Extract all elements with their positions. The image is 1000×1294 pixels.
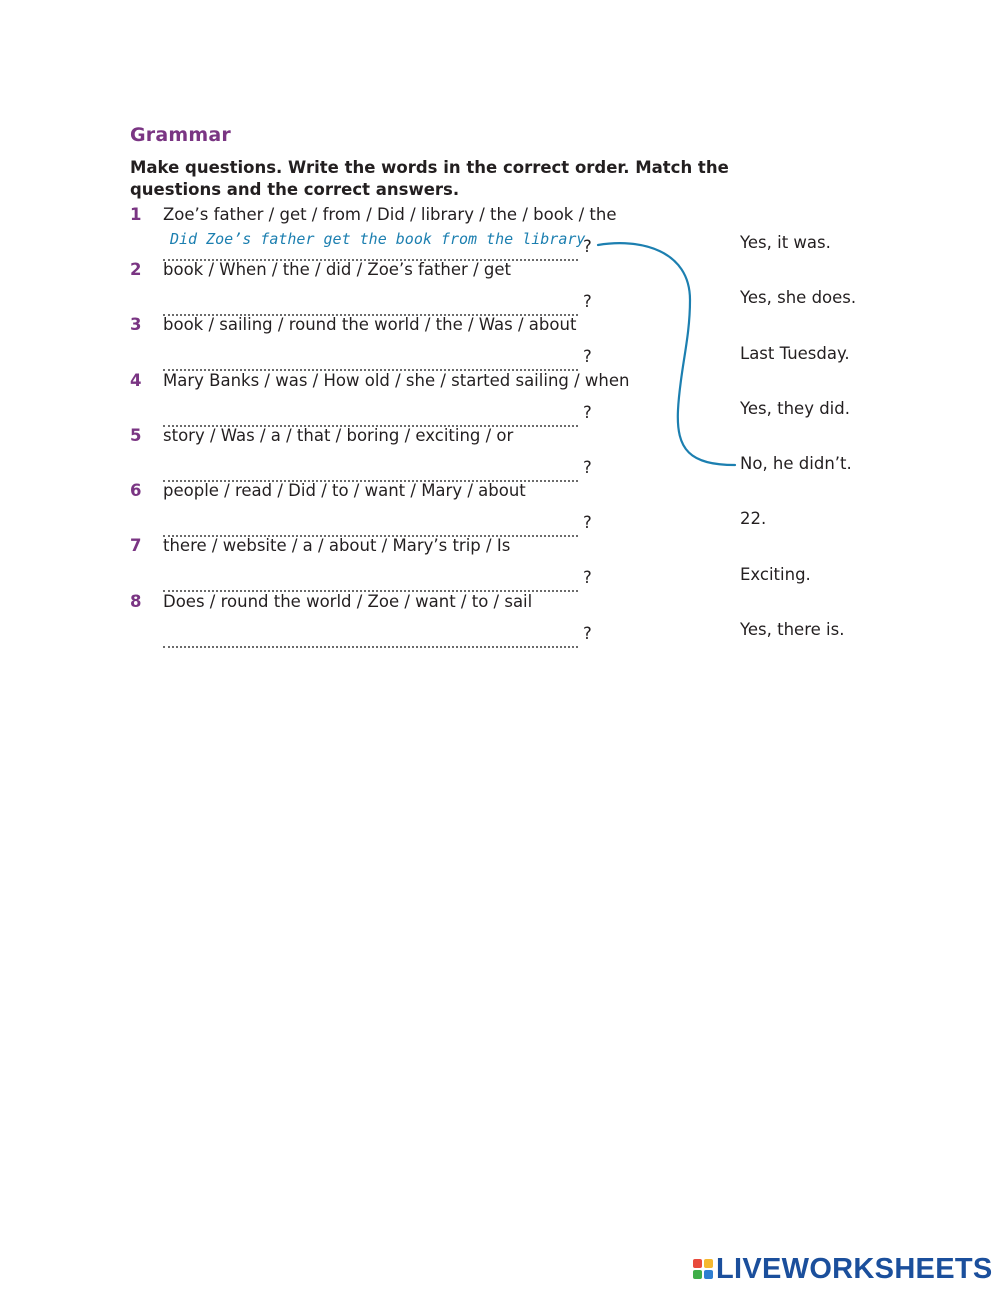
question-number: 2	[130, 260, 142, 279]
scrambled-words: Zoe’s father / get / from / Did / library / the / book / the	[163, 205, 617, 224]
instruction-text: Make questions. Write the words in the correct order. Match the questions and the correct answers.	[130, 158, 729, 199]
answer-option-4[interactable]: Yes, they did.	[740, 399, 850, 418]
question-number: 7	[130, 536, 142, 555]
question-number: 4	[130, 371, 142, 390]
question-mark: ?	[583, 458, 592, 477]
section-title: Grammar	[130, 124, 231, 146]
question-number: 1	[130, 205, 142, 224]
question-number: 8	[130, 592, 142, 611]
match-line-q1-answer5	[598, 243, 735, 465]
logo-square	[704, 1259, 713, 1268]
question-number: 5	[130, 426, 142, 445]
logo-squares-icon	[693, 1259, 713, 1279]
brand-wordmark: LIVEWORKSHEETS	[716, 1252, 993, 1285]
answer-option-2[interactable]: Yes, she does.	[740, 288, 857, 307]
question-mark: ?	[583, 403, 592, 422]
question-number: 3	[130, 315, 142, 334]
liveworksheets-logo	[693, 1254, 993, 1284]
question-mark: ?	[583, 513, 592, 532]
scrambled-words: people / read / Did / to / want / Mary / about	[163, 481, 526, 500]
question-mark: ?	[583, 624, 592, 643]
answer-option-5[interactable]: No, he didn’t.	[740, 454, 852, 473]
scrambled-words: Does / round the world / Zoe / want / to / sail	[163, 592, 533, 611]
question-mark: ?	[583, 568, 592, 587]
handwritten-answer: Did Zoe’s father get the book from the library	[170, 230, 586, 248]
question-number: 6	[130, 481, 142, 500]
question-mark: ?	[583, 347, 592, 366]
question-mark: ?	[583, 237, 592, 256]
scrambled-words: story / Was / a / that / boring / exciting / or	[163, 426, 514, 445]
logo-square	[704, 1270, 713, 1279]
answer-option-8[interactable]: Yes, there is.	[740, 620, 845, 639]
answer-option-1[interactable]: Yes, it was.	[740, 233, 831, 252]
logo-square	[693, 1270, 702, 1279]
scrambled-words: book / sailing / round the world / the / Was / about	[163, 315, 577, 334]
scrambled-words: book / When / the / did / Zoe’s father / get	[163, 260, 511, 279]
scrambled-words: Mary Banks / was / How old / she / started sailing / when	[163, 371, 630, 390]
logo-square	[693, 1259, 702, 1268]
answer-option-3[interactable]: Last Tuesday.	[740, 344, 850, 363]
question-mark: ?	[583, 292, 592, 311]
answer-option-6[interactable]: 22.	[740, 509, 767, 528]
answer-option-7[interactable]: Exciting.	[740, 565, 811, 584]
scrambled-words: there / website / a / about / Mary’s trip / Is	[163, 536, 511, 555]
